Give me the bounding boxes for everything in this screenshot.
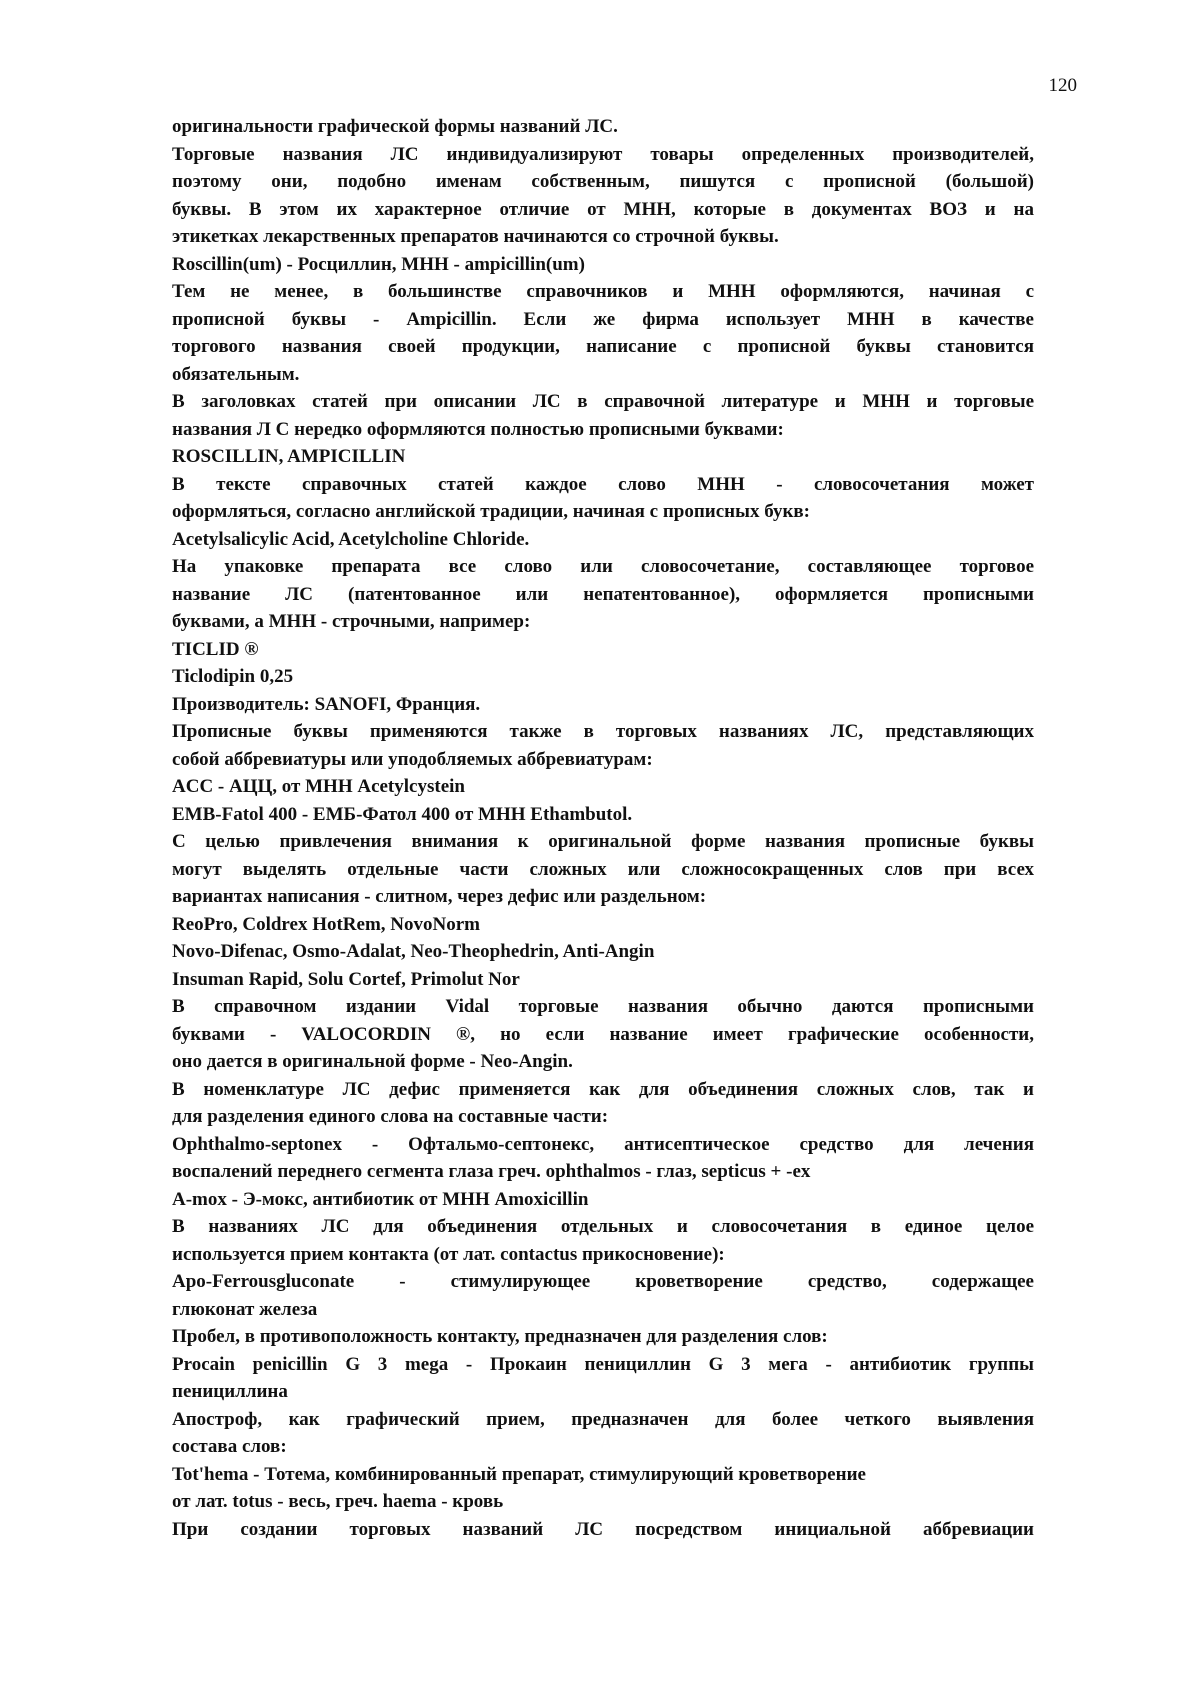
text-line: Пробел, в противоположность контакту, предназначен для разделения слов: [172, 1326, 828, 1347]
text-line: В заголовках статей при описании ЛС в справочной литературе и МНН и торговые [172, 391, 1034, 412]
text-line: A-mox - Э-мокс, антибиотик от МНН Amoxicillin [172, 1188, 589, 1210]
text-line: Novo-Difenac, Osmo-Adalat, Neo-Theophedrin, Anti-Angin [172, 941, 655, 962]
text-line: обязательным. [172, 363, 300, 385]
text-line: Ophthalmo-septonex - Офтальмо-септонекс, антисептическое средство для лечения [172, 1133, 1034, 1155]
text-line: В номенклатуре ЛС дефис применяется как для объединения сложных слов, так и [172, 1078, 1034, 1100]
text-line: название ЛС (патентованное или непатентованное), оформляется прописными [172, 583, 1034, 605]
text-line: Insuman Rapid, Solu Cortef, Primolut Nor [172, 968, 520, 990]
text-line: пенициллина [172, 1381, 288, 1402]
text-line: Производитель: SANOFI, Франция. [172, 693, 481, 715]
text-line: С целью привлечения внимания к оригинальной форме названия прописные буквы [172, 831, 1034, 852]
text-line: В тексте справочных статей каждое слово МНН - словосочетания может [172, 473, 1034, 495]
text-line: состава слов: [172, 1436, 287, 1457]
text-line: от лат. totus - весь, греч. haema - кровь [172, 1491, 504, 1512]
text-line: Acetylsalicylic Acid, Acetylcholine Chloride. [172, 528, 530, 550]
text-line: воспалений переднего сегмента глаза греч. ophthalmos - глаз, septicus + -ex [172, 1161, 811, 1182]
text-line: EMB-Fatol 400 - ЕМБ-Фатол 400 от МНН Ethambutol. [172, 803, 633, 825]
text-line: ROSCILLIN, AMPICILLIN [172, 446, 406, 467]
text-line: Торговые названия ЛС индивидуализируют товары определенных производителей, [172, 143, 1034, 165]
text-line: TICLID ® [172, 638, 259, 660]
text-line: прописной буквы - Ampicillin. Если же фирма использует МНН в качестве [172, 308, 1034, 330]
text-line: Roscillin(um) - Росциллин, МНН - ampicillin(um) [172, 253, 585, 275]
text-line: оформляться, согласно английской традиции, начиная с прописных букв: [172, 501, 811, 522]
text-line: оригинальности графической формы названий ЛС. [172, 116, 618, 137]
document-body [172, 113, 1034, 1543]
text-line: названия Л С нередко оформляются полностью прописными буквами: [172, 418, 784, 440]
text-line: На упаковке препарата все слово или словосочетание, составляющее торговое [172, 556, 1034, 577]
text-line: буквы. В этом их характерное отличие от МНН, которые в документах ВОЗ и на [172, 198, 1034, 220]
text-line: этикетках лекарственных препаратов начинаются со строчной буквы. [172, 226, 779, 247]
text-line: Апостроф, как графический прием, предназначен для более четкого выявления [172, 1408, 1034, 1430]
text-line: буквами - VALOCORDIN ®, но если название имеет графические особенности, [172, 1023, 1034, 1045]
text-line: Tot'hema - Тотема, комбинированный препарат, стимулирующий кроветворение [172, 1463, 866, 1485]
text-line: используется прием контакта (от лат. contactus прикосновение): [172, 1243, 725, 1265]
page-number: 120 [1048, 75, 1077, 96]
text-line: поэтому они, подобно именам собственным, пишутся с прописной (большой) [172, 171, 1034, 192]
text-line: Procain penicillin G 3 mega - Прокаин пенициллин G 3 мега - антибиотик группы [172, 1353, 1034, 1375]
text-line: для разделения единого слова на составные части: [172, 1106, 609, 1127]
text-line: буквами, а МНН - строчными, например: [172, 611, 531, 632]
text-line: В названиях ЛС для объединения отдельных и словосочетания в единое целое [172, 1216, 1034, 1237]
text-line: ReoPro, Coldrex HotRem, NovoNorm [172, 913, 480, 935]
text-line: вариантах написания - слитном, через дефис или раздельном: [172, 886, 707, 907]
text-line: Прописные буквы применяются также в торговых названиях ЛС, представляющих [172, 721, 1034, 742]
text-line: оно дается в оригинальной форме - Neo-Angin. [172, 1051, 573, 1072]
text-line: Apo-Ferrousgluconate - стимулирующее кроветворение средство, содержащее [172, 1271, 1034, 1292]
text-line: При создании торговых названий ЛС посредством инициальной аббревиации [172, 1518, 1034, 1540]
text-line: торгового названия своей продукции, написание с прописной буквы становится [172, 336, 1034, 357]
text-line: ACC - АЦЦ, от МНН Acetylcystein [172, 776, 465, 797]
text-line: Ticlodipin 0,25 [172, 666, 294, 687]
text-line: Тем не менее, в большинстве справочников и МНН оформляются, начиная с [172, 281, 1034, 302]
text-line: собой аббревиатуры или уподобляемых аббревиатурам: [172, 748, 653, 770]
text-line: могут выделять отдельные части сложных или сложносокращенных слов при всех [172, 858, 1034, 880]
text-line: В справочном издании Vidal торговые названия обычно даются прописными [172, 996, 1034, 1017]
text-line: глюконат железа [172, 1298, 318, 1320]
